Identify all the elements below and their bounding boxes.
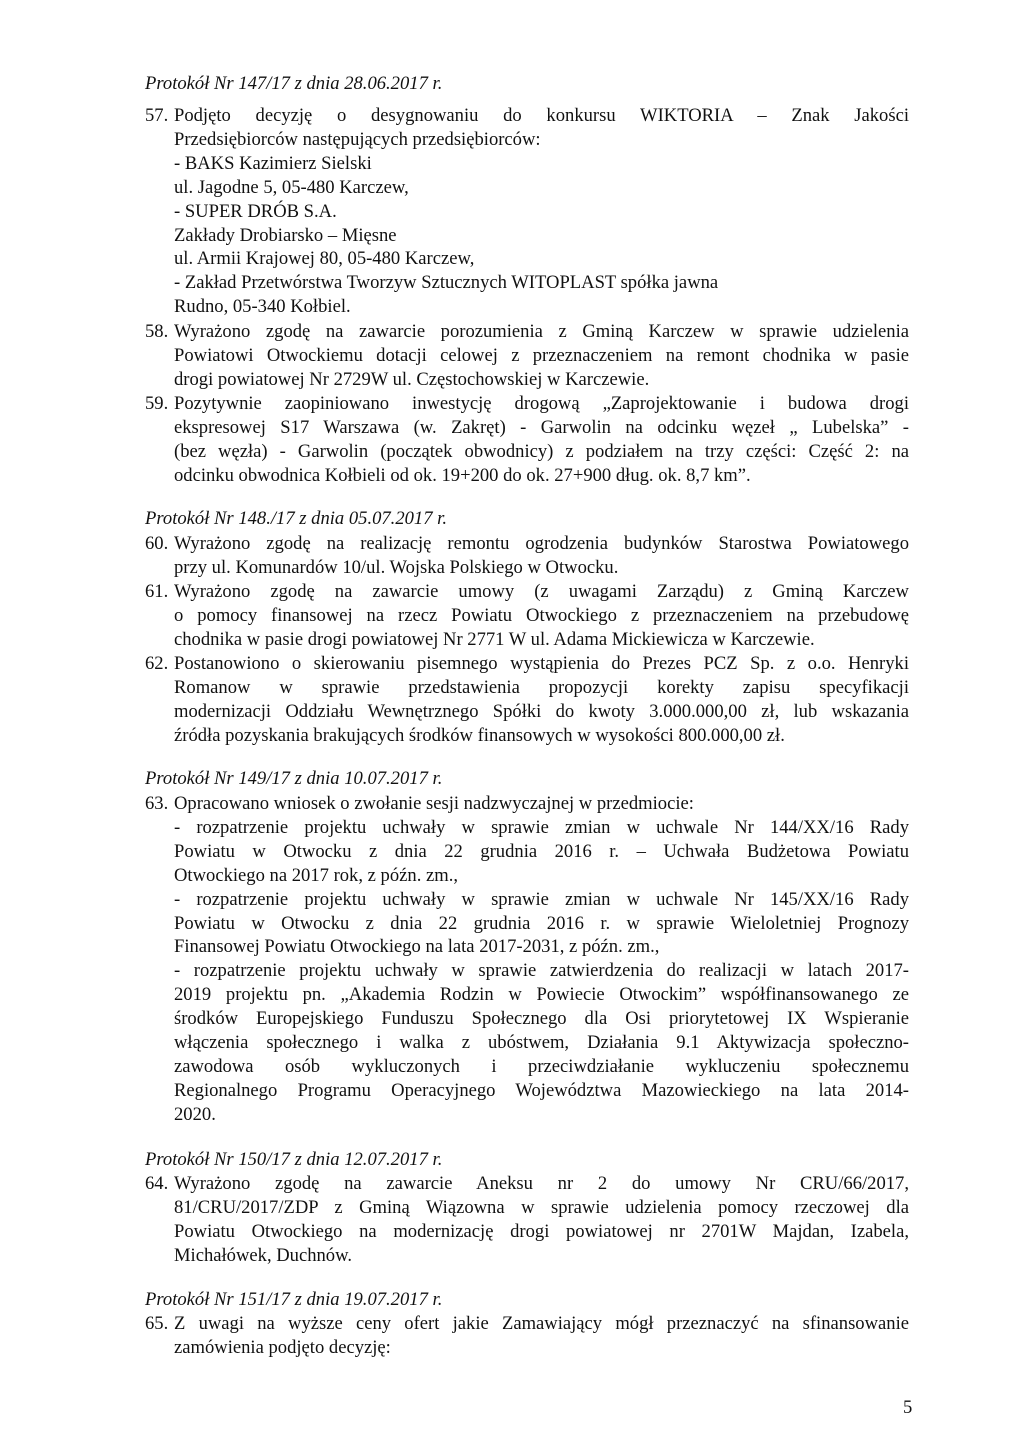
- item-number: 64.: [145, 1173, 169, 1194]
- resolution-item: [145, 792, 909, 1127]
- item-line: Wyrażono zgodę na zawarcie porozumienia z Gminą Karczew w sprawie udzielenia: [174, 321, 909, 342]
- item-line: 2019 projektu pn. „Akademia Rodzin w Powiecie Otwockim” współfinansowanego ze: [174, 984, 909, 1006]
- item-line: Wyrażono zgodę na realizację remontu ogrodzenia budynków Starostwa Powiatowego: [174, 533, 909, 554]
- item-line: Powiatu w Otwocku z dnia 22 grudnia 2016 r. – Uchwała Budżetowa Powiatu: [174, 840, 909, 862]
- item-line: Opracowano wniosek o zwołanie sesji nadzwyczajnej w przedmiocie:: [174, 793, 694, 814]
- item-line: zamówienia podjęto decyzję:: [174, 1336, 391, 1358]
- item-text: [174, 792, 909, 1127]
- item-number: 58.: [145, 321, 169, 342]
- item-text: [174, 1312, 909, 1360]
- item-number: 65.: [145, 1313, 169, 1334]
- protocol-heading: Protokół Nr 151/17 z dnia 19.07.2017 r.: [145, 1289, 443, 1310]
- item-text: [174, 580, 909, 652]
- item-line: Finansowej Powiatu Otwockiego na lata 2017-2031, z późn. zm.,: [174, 936, 660, 958]
- protocol-heading: Protokół Nr 150/17 z dnia 12.07.2017 r.: [145, 1149, 443, 1170]
- item-text: [174, 1172, 909, 1268]
- protocol-heading: Protokół Nr 147/17 z dnia 28.06.2017 r.: [145, 73, 443, 94]
- item-line: - rozpatrzenie projektu uchwały w sprawie zmian w uchwale Nr 145/XX/16 Rady: [174, 888, 909, 910]
- item-line: Romanow w sprawie przedstawienia propozycji korekty zapisu specyfikacji: [174, 676, 909, 698]
- item-text: [174, 392, 909, 488]
- item-line: Regionalnego Programu Operacyjnego Województwa Mazowieckiego na lata 2014-: [174, 1079, 909, 1101]
- item-line: - BAKS Kazimierz Sielski: [174, 152, 372, 174]
- item-text: [174, 532, 909, 580]
- item-line: Pozytywnie zaopiniowano inwestycję drogową „Zaprojektowanie i budowa drogi: [174, 393, 909, 414]
- resolution-item: [145, 1312, 909, 1360]
- item-line: przy ul. Komunardów 10/ul. Wojska Polskiego w Otwocku.: [174, 556, 619, 578]
- protocol-heading: Protokół Nr 149/17 z dnia 10.07.2017 r.: [145, 768, 443, 789]
- item-line: Powiatu w Otwocku z dnia 22 grudnia 2016 r. w sprawie Wieloletniej Prognozy: [174, 912, 909, 934]
- item-line: - Zakład Przetwórstwa Tworzyw Sztucznych WITOPLAST spółka jawna: [174, 272, 719, 294]
- item-line: Postanowiono o skierowaniu pisemnego wystąpienia do Prezes PCZ Sp. z o.o. Henryki: [174, 653, 909, 674]
- item-line: ul. Jagodne 5, 05-480 Karczew,: [174, 176, 409, 198]
- resolution-item: [145, 104, 909, 319]
- item-number: 61.: [145, 581, 169, 602]
- item-line: modernizacji Oddziału Wewnętrznego Spółki do kwoty 3.000.000,00 zł, lub wskazania: [174, 700, 909, 722]
- protocol-heading: Protokół Nr 148./17 z dnia 05.07.2017 r.: [145, 508, 447, 529]
- resolution-item: [145, 1172, 909, 1268]
- resolution-item: [145, 580, 909, 652]
- item-text: [174, 320, 909, 392]
- item-line: odcinku obwodnica Kołbieli od ok. 19+200 do ok. 27+900 dług. ok. 8,7 km”.: [174, 464, 751, 486]
- resolution-item: [145, 392, 909, 488]
- item-line: Wyrażono zgodę na zawarcie Aneksu nr 2 do umowy Nr CRU/66/2017,: [174, 1173, 909, 1194]
- item-line: (bez węzła) - Garwolin (początek obwodnicy) z podziałem na trzy części: Część 2: na: [174, 440, 909, 462]
- item-line: Michałówek, Duchnów.: [174, 1244, 352, 1266]
- item-line: źródła pozyskania brakujących środków finansowych w wysokości 800.000,00 zł.: [174, 724, 785, 746]
- item-number: 63.: [145, 793, 169, 814]
- resolution-item: [145, 652, 909, 748]
- item-line: Z uwagi na wyższe ceny ofert jakie Zamawiający mógł przeznaczyć na sfinansowanie: [174, 1313, 909, 1334]
- item-line: Przedsiębiorców następujących przedsiębiorców:: [174, 128, 541, 150]
- item-line: - rozpatrzenie projektu uchwały w sprawie zatwierdzenia do realizacji w latach 2017-: [174, 960, 909, 982]
- item-text: [174, 652, 909, 748]
- resolution-item: [145, 320, 909, 392]
- item-line: ul. Armii Krajowej 80, 05-480 Karczew,: [174, 248, 475, 270]
- item-line: 2020.: [174, 1103, 216, 1125]
- item-line: 81/CRU/2017/ZDP z Gminą Wiązowna w sprawie udzielenia pomocy rzeczowej dla: [174, 1196, 909, 1218]
- item-line: Wyrażono zgodę na zawarcie umowy (z uwagami Zarządu) z Gminą Karczew: [174, 581, 909, 602]
- item-text: [174, 104, 909, 319]
- item-line: Rudno, 05-340 Kołbiel.: [174, 296, 351, 318]
- item-line: zawodowa osób wykluczonych i przeciwdziałanie wykluczeniu społecznemu: [174, 1055, 909, 1077]
- item-line: Podjęto decyzję o desygnowaniu do konkursu WIKTORIA – Znak Jakości: [174, 105, 909, 126]
- item-line: włączenia społecznego i walka z ubóstwem, Działania 9.1 Aktywizacja społeczno-: [174, 1032, 909, 1054]
- item-number: 59.: [145, 393, 169, 414]
- item-line: Zakłady Drobiarsko – Mięsne: [174, 224, 397, 246]
- item-line: o pomocy finansowej na rzecz Powiatu Otwockiego z przeznaczeniem na przebudowę: [174, 604, 909, 626]
- item-number: 62.: [145, 653, 169, 674]
- page-number: 5: [903, 1397, 913, 1418]
- item-line: środków Europejskiego Funduszu Społecznego dla Osi priorytetowej IX Wspieranie: [174, 1008, 909, 1030]
- item-line: chodnika w pasie drogi powiatowej Nr 2771 W ul. Adama Mickiewicza w Karczewie.: [174, 628, 815, 650]
- item-line: Otwockiego na 2017 rok, z późn. zm.,: [174, 864, 458, 886]
- item-line: Powiatowi Otwockiemu dotacji celowej z przeznaczeniem na remont chodnika w pasie: [174, 344, 909, 366]
- resolution-item: [145, 532, 909, 580]
- item-line: - rozpatrzenie projektu uchwały w sprawie zmian w uchwale Nr 144/XX/16 Rady: [174, 816, 909, 838]
- item-line: drogi powiatowej Nr 2729W ul. Częstochowskiej w Karczewie.: [174, 368, 650, 390]
- item-number: 57.: [145, 105, 169, 126]
- item-line: ekspresowej S17 Warszawa (w. Zakręt) - Garwolin na odcinku węzeł „ Lubelska” -: [174, 416, 909, 438]
- item-number: 60.: [145, 533, 169, 554]
- item-line: - SUPER DRÓB S.A.: [174, 200, 337, 222]
- item-line: Powiatu Otwockiego na modernizację drogi powiatowej nr 2701W Majdan, Izabela,: [174, 1220, 909, 1242]
